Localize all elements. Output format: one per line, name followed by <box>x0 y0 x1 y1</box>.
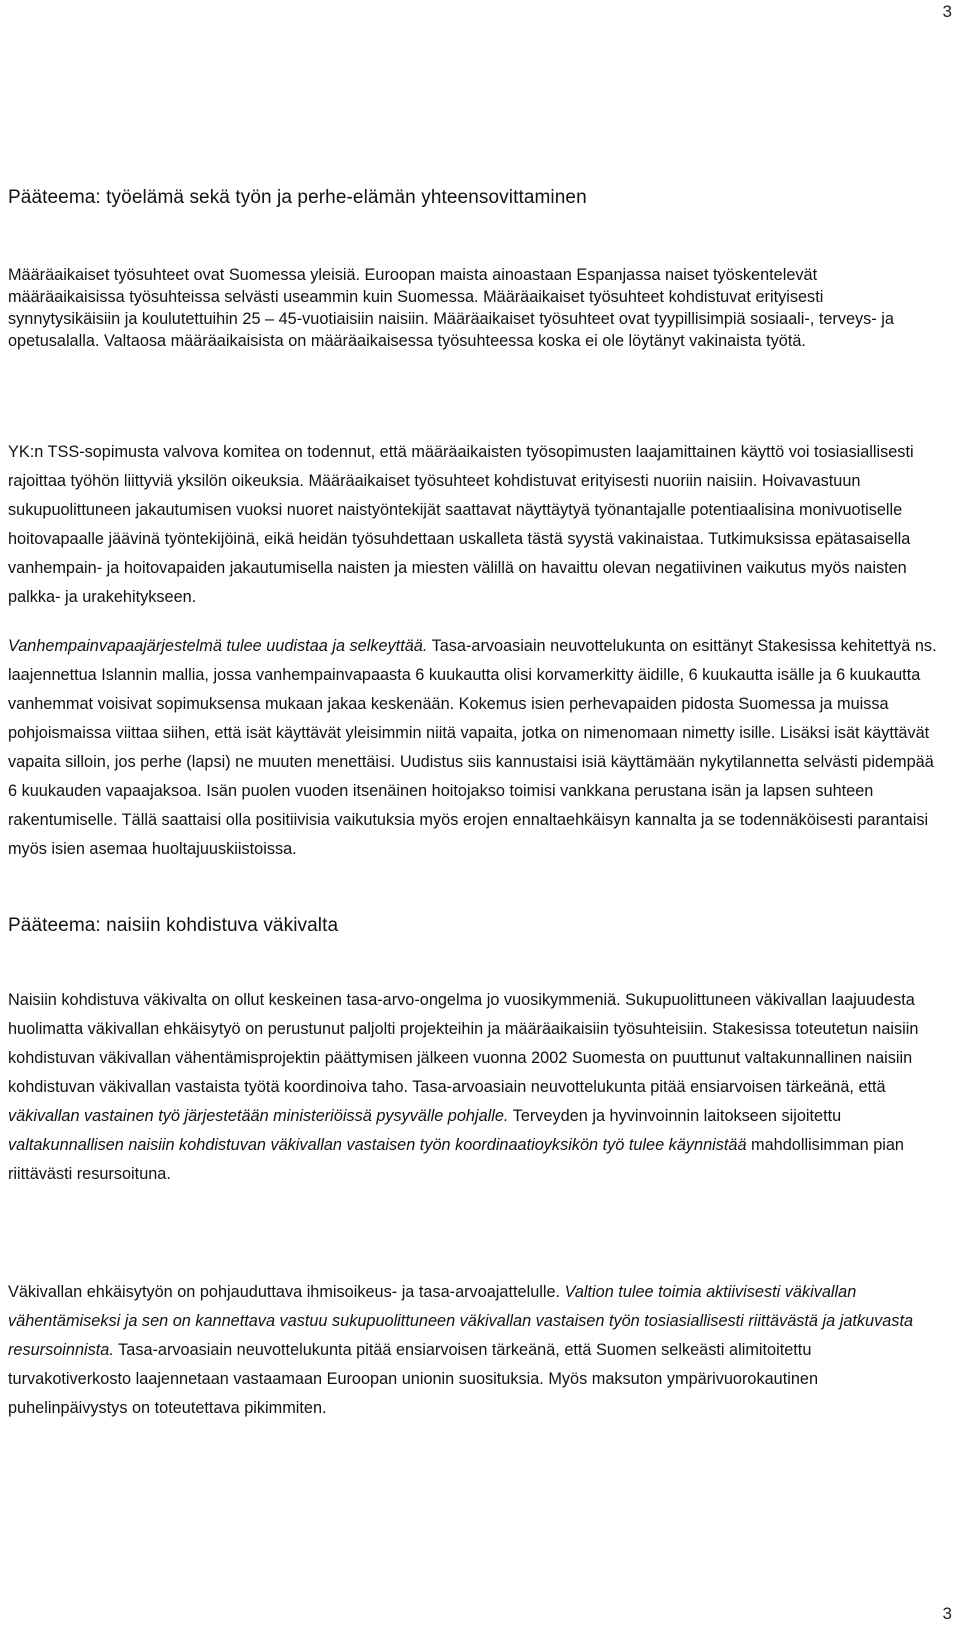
section-heading-working-life: Pääteema: työelämä sekä työn ja perhe-elämän yhteensovittaminen <box>8 187 587 208</box>
paragraph-text: Tasa-arvoasiain neuvottelukunta pitää ensiarvoisen tärkeänä, että Suomen selkeästi alimitoitettu turvakotiverkosto laajennetaan vastaamaan Euroopan unionin suosituksia. Myös maksuton ympärivuorokautinen puhelinpäivystys on toteutettava pikimmiten. <box>8 1341 819 1417</box>
page-number-top: 3 <box>942 2 952 21</box>
paragraph-violence-against-women <box>8 986 938 1189</box>
paragraph-text: Naisiin kohdistuva väkivalta on ollut keskeinen tasa-arvo-ongelma jo vuosikymmeniä. Sukupuolittuneen väkivallan laajuudesta huolimatta väkivallan ehkäisytyö on perustunut paljolti projekteihin ja määräaikaisiin työsuhteisiin. Stakesissa toteutetun naisiin kohdistuvan väkivallan vähentämisprojektin päättymisen jälkeen vuonna 2002 Suomesta on puuttunut valtakunnallinen naisiin kohdistuvan väkivallan vastaista työtä koordinoiva taho. Tasa-arvoasiain neuvottelukunta pitää ensiarvoisen tärkeänä, että <box>8 991 919 1096</box>
paragraph-text: mahdollisimman pian riittävästi resursoituna. <box>8 1136 904 1183</box>
paragraph-parental-leave <box>8 632 938 864</box>
paragraph-fixed-term-contracts: Määräaikaiset työsuhteet ovat Suomessa yleisiä. Euroopan maista ainoastaan Espanjassa naiset työskentelevät määräaikaisissa työsuhteissa selvästi useammin kuin Suomessa. Määräaikaiset työsuhteet kohdistuvat erityisesti synnytysikäisiin ja koulutettuihin 25 – 45-vuotiaisiin naisiin. Määräaikaiset työsuhteet ovat tyypillisimpiä sosiaali-, terveys- ja opetusalalla. Valtaosa määräaikaisista on määräaikaisessa työsuhteessa koska ei ole löytänyt vakinaista työtä. <box>8 266 894 350</box>
italic-emphasis: Vanhempainvapaajärjestelmä tulee uudistaa ja selkeyttää. <box>8 637 428 655</box>
paragraph-text: Tasa-arvoasiain neuvottelukunta on esittänyt Stakesissa kehitettyä ns. laajennettua Islannin mallia, jossa vanhempainvapaasta 6 kuukautta olisi korvamerkitty äidille, 6 kuukautta isälle ja 6 kuukautta vanhemmat voisivat sopimuksensa mukaan jakaa keskenään. Kokemus isien perhevapaiden pidosta Suomessa ja muissa pohjoismaissa viittaa siihen, että isät käyttävät yleisimmin niitä vapaita, jotka on nimenomaan nimetty isille. Lisäksi isät käyttävät vapaita silloin, jos perhe (lapsi) ne muuten menettäisi. Uudistus siis kannustaisi isiä käyttämään nykytilannetta selvästi pidempää 6 kuukauden vapaajaksoa. Isän puolen vuoden itsenäinen hoitojakso toimisi vankkana perustana isän ja lapsen suhteen rakentumiselle. Tällä saattaisi olla positiivisia vaikutuksia myös erojen ennaltaehkäisyn kannalta ja se todennäköisesti parantaisi myös isien asemaa huoltajuuskiistoissa. <box>8 637 937 858</box>
italic-emphasis: Valtion tulee toimia aktiivisesti väkivallan vähentämiseksi ja sen on kannettava vastuu sukupuolittuneen väkivallan vastaisen työn tosiasiallisesti riittävästä ja jatkuvasta resursoinnista. <box>8 1283 914 1359</box>
italic-emphasis: väkivallan vastainen työ järjestetään ministeriöissä pysyvälle pohjalle. <box>8 1107 509 1125</box>
paragraph-tss-committee: YK:n TSS-sopimusta valvova komitea on todennut, että määräaikaisten työsopimusten laajamittainen käyttö voi tosiasiallisesti rajoittaa työhön liittyviä yksilön oikeuksia. Määräaikaiset työsuhteet kohdistuvat erityisesti nuoriin naisiin. Hoivavastuun sukupuolittuneen jakautumisen vuoksi nuoret naistyöntekijät saattavat näyttäytyä työnantajalle potentiaalisina monivuotiselle hoitovapaalle jäävinä työntekijöinä, eikä heidän työsuhdettaan uskalleta tästä syystä vakinaistaa. Tutkimuksissa epätasaisella vanhempain- ja hoitovapaiden jakautumisella naisten ja miesten välillä on havaittu olevan negatiivinen vaikutus myös naisten palkka- ja urakehitykseen. <box>8 443 914 606</box>
paragraph-text: Terveyden ja hyvinvoinnin laitokseen sijoitettu <box>508 1107 842 1125</box>
paragraph-violence-prevention <box>8 1278 938 1423</box>
italic-emphasis: valtakunnallisen naisiin kohdistuvan väkivallan vastaisen työn koordinaatioyksikön työ tulee käynnistää <box>8 1136 747 1154</box>
section-heading-violence: Pääteema: naisiin kohdistuva väkivalta <box>8 915 339 936</box>
paragraph-text: Väkivallan ehkäisytyön on pohjauduttava ihmisoikeus- ja tasa-arvoajattelulle. <box>8 1283 565 1301</box>
page-number-bottom: 3 <box>942 1604 952 1623</box>
